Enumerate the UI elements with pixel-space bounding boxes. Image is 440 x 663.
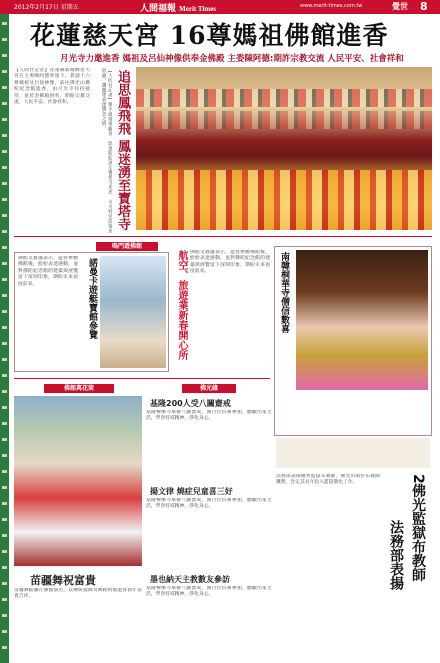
side-heading: 追思鳳飛飛 鳳迷湧至寶塔寺: [115, 70, 130, 231]
page-number: 8: [420, 0, 428, 13]
strip-tick: [2, 310, 7, 313]
bottom-left-tag: 佛館萬花筒: [44, 384, 114, 393]
strip-tick: [2, 534, 7, 537]
bottom-left-title: 苗疆舞祝富貴: [30, 574, 96, 587]
lead-photo: [136, 67, 432, 230]
strip-tick: [2, 278, 7, 281]
strip-tick: [2, 406, 7, 409]
left-mid-photo: [100, 256, 166, 368]
strip-tick: [2, 134, 7, 137]
strip-tick: [2, 374, 7, 377]
strip-tick: [2, 646, 7, 649]
page-title: 花蓮慈天宮 16尊媽祖佛館進香: [30, 21, 389, 50]
strip-tick: [2, 438, 7, 441]
bottom-center-tag: 佛光緣: [182, 384, 236, 393]
masthead: [0, 0, 440, 14]
strip-tick: [2, 86, 7, 89]
strip-tick: [2, 246, 7, 249]
bottom-right-title-b: 法務部表揚: [388, 520, 404, 590]
strip-tick: [2, 390, 7, 393]
masthead-logo: 人間福報 Merit Times: [140, 4, 217, 14]
masthead-date: 2012年2月17日 星期五: [14, 4, 79, 11]
strip-tick: [2, 262, 7, 265]
strip-tick: [2, 166, 7, 169]
strip-tick: [2, 598, 7, 601]
bottom-right-text: 法務部表揚優秀監獄布教師，佛光山兩位布教師獲獎，肯定其長年投入監獄教化工作。: [276, 474, 380, 486]
strip-tick: [2, 230, 7, 233]
strip-tick: [2, 550, 7, 553]
strip-tick: [2, 150, 7, 153]
masthead-section: 覺世: [392, 2, 408, 11]
strip-tick: [2, 454, 7, 457]
strip-tick: [2, 118, 7, 121]
bottom-center-h3: 墨也納天主教數友參訪: [150, 575, 230, 584]
strip-tick: [2, 102, 7, 105]
strip-tick: [2, 422, 7, 425]
left-mid-text: 佛館文教處表示，遊客參觀佛館後，紛紛表達感動，並對佛陀紀念館的建築與展覽留下深刻印象，期盼未來再度前來。: [18, 256, 78, 287]
bottom-right-title-a: 2佛光監獄布教師: [410, 474, 426, 582]
strip-tick: [2, 22, 7, 25]
section-divider: [14, 378, 270, 379]
strip-tick: [2, 294, 7, 297]
strip-tick: [2, 326, 7, 329]
bottom-center-text-1: 基隆極樂寺舉辦八關齋戒，兩百位信眾參加，體驗出家生活，學習持戒精神，淨化身心。: [146, 410, 272, 422]
strip-tick: [2, 182, 7, 185]
bottom-center-h1: 基隆200人受八關齋戒: [150, 399, 231, 408]
strip-tick: [2, 470, 7, 473]
strip-tick: [2, 614, 7, 617]
bottom-left-text: 苗疆舞蹈團在佛館演出，以傳統服飾及舞蹈祝福遊客新年富貴吉祥。: [14, 588, 142, 600]
side-strip: [0, 14, 9, 663]
strip-tick: [2, 342, 7, 345]
strip-tick: [2, 358, 7, 361]
lead-article-text: 【人間社記者】花蓮縣新城鄉慈天宮在主委陳阿德率領下，恭請十六尊媽祖及呂仙神像，前往佛光山佛陀紀念館進香，由月光寺住持接待，並於金佛殿供奉，期盼宗教交流、人民平安、社會祥和。: [14, 68, 90, 106]
right-mid-title: 南韓桐華寺僧信數喜: [279, 252, 289, 333]
strip-tick: [2, 38, 7, 41]
right-mid-photo: [296, 250, 428, 390]
bottom-center-text-2: 基隆極樂寺舉辦八關齋戒，兩百位信眾參加，體驗出家生活，學習持戒精神，淨化身心。: [146, 498, 272, 510]
masthead-url: www.merit-times.com.tw: [300, 3, 363, 9]
strip-tick: [2, 486, 7, 489]
center-mid-title: 航空、旅遊業新春開心所: [176, 250, 187, 360]
strip-tick: [2, 630, 7, 633]
strip-tick: [2, 70, 7, 73]
strip-tick: [2, 54, 7, 57]
bottom-center-text-3: 基隆極樂寺舉辦八關齋戒，兩百位信眾參加，體驗出家生活，學習持戒精神，淨化身心。: [146, 586, 272, 598]
strip-tick: [2, 566, 7, 569]
strip-tick: [2, 198, 7, 201]
side-article-text: 【人間社記者】歌手鳳飛飛辭世，影迷紛紛湧至寶塔寺追思，寺方特別設置追思處，讓鳳迷表達懷念之情。: [100, 68, 112, 233]
left-mid-title: 諾曼卡遊艇寶館參覽: [87, 258, 97, 339]
strip-tick: [2, 582, 7, 585]
center-mid-text: 佛館文教處表示，遊客參觀佛館後，紛紛表達感動，並對佛陀紀念館的建築與展覽留下深刻印象，期盼未來再度前來。: [190, 250, 270, 275]
page-subhead: 月光寺力邀進香 媽祖及呂仙神像供奉金佛殿 主委陳阿德:期許宗教交流 人民平安、社會祥和: [60, 54, 404, 64]
section-tag: 嗚門遊佛館: [96, 242, 158, 251]
strip-tick: [2, 502, 7, 505]
bottom-center-h2: 揚文律 燒症兒童喜三好: [150, 487, 233, 496]
section-divider: [14, 236, 432, 237]
bottom-left-photo: [14, 396, 142, 566]
strip-tick: [2, 518, 7, 521]
right-photo-caption: [276, 438, 430, 468]
strip-tick: [2, 214, 7, 217]
